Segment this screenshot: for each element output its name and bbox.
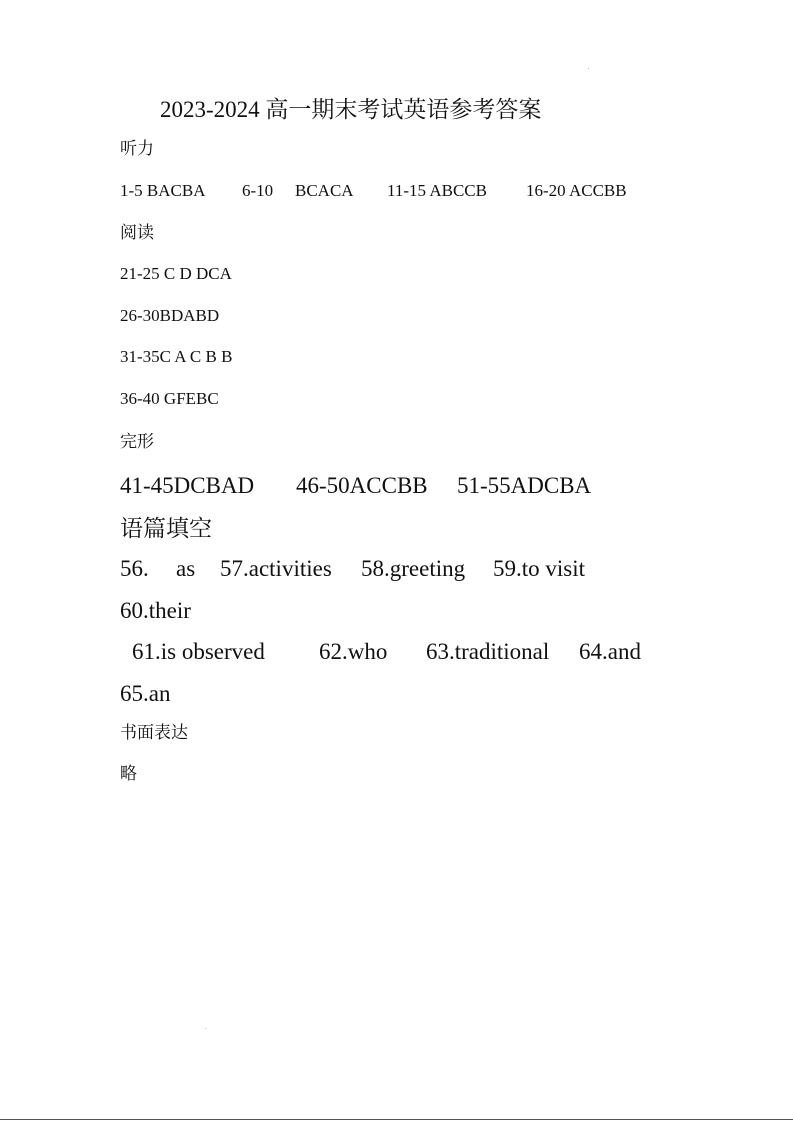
- answer-item: 64.and: [579, 639, 641, 664]
- section-heading-cloze: 完形: [120, 432, 154, 452]
- answer-item: 63.traditional: [426, 639, 550, 664]
- answer-group: 51-55ADCBA: [457, 473, 592, 498]
- scan-speck: [588, 68, 589, 69]
- reading-answers-row: 21-25 C D DCA: [120, 264, 232, 283]
- reading-answers-row: 31-35C A C B B: [120, 347, 233, 366]
- passage-fill-row: 60.their: [120, 598, 191, 623]
- cloze-answers-row: [120, 474, 680, 500]
- answer-item: 56.: [120, 556, 149, 581]
- section-heading-reading: 阅读: [120, 223, 154, 243]
- section-heading-writing: 书面表达: [120, 723, 188, 743]
- answer-group: 46-50ACCBB: [296, 473, 428, 498]
- reading-answers-row: 26-30BDABD: [120, 306, 220, 325]
- answer-group: 16-20 ACCBB: [526, 181, 627, 200]
- answer-group: 11-15 ABCCB: [387, 181, 487, 200]
- answer-group: 6-10: [242, 181, 274, 200]
- answer-item: 59.to visit: [493, 556, 586, 581]
- answer-item: 57.activities: [220, 556, 332, 581]
- passage-fill-row: 65.an: [120, 681, 171, 706]
- listening-answers-row: [120, 182, 680, 202]
- answer-item: as: [176, 556, 196, 581]
- answer-group: 1-5 BACBA: [120, 181, 206, 200]
- answer-item: 62.who: [319, 639, 388, 664]
- passage-fill-row: [120, 557, 680, 583]
- section-heading-passage-fill: 语篇填空: [120, 516, 212, 542]
- page-bottom-border: [0, 1119, 793, 1120]
- section-heading-listening: 听力: [120, 139, 154, 159]
- scan-speck: [205, 1028, 206, 1029]
- answer-group: 41-45DCBAD: [120, 473, 255, 498]
- answer-item: 61.is observed: [132, 639, 265, 664]
- answer-group: BCACA: [295, 181, 354, 200]
- answer-item: 58.greeting: [361, 556, 466, 581]
- writing-answer: 略: [120, 764, 137, 784]
- page-title: 2023-2024 高一期末考试英语参考答案: [160, 97, 542, 122]
- passage-fill-row: [120, 640, 680, 666]
- reading-answers-row: 36-40 GFEBC: [120, 389, 219, 408]
